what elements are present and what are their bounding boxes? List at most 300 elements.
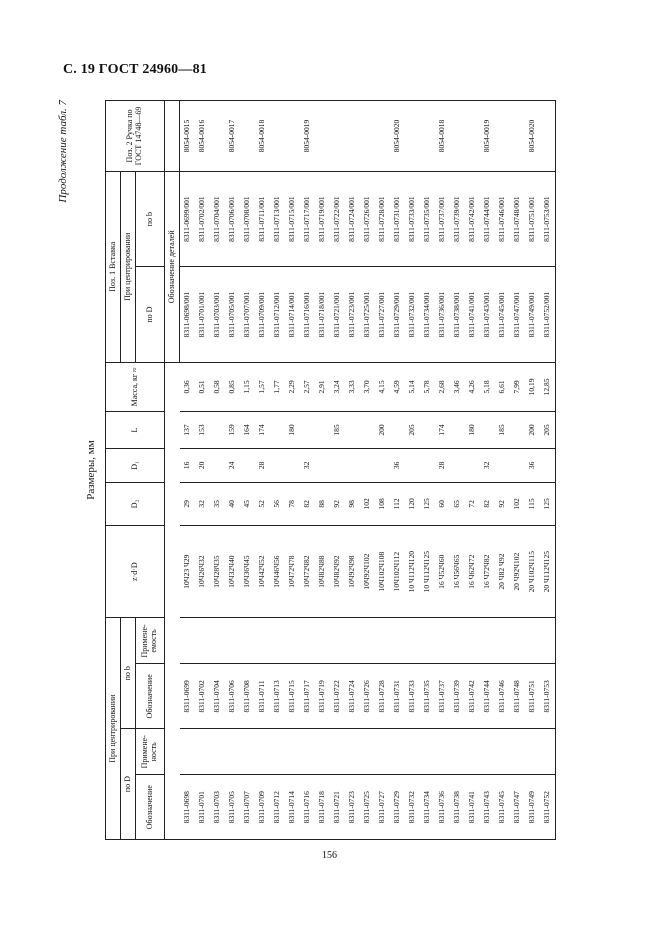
cell-insert-by-d: 8311-0698/001 xyxy=(180,267,196,362)
cell-designation-d: 8311-0741 xyxy=(465,775,480,840)
cell-d2: 56 xyxy=(270,482,285,525)
table-row xyxy=(270,101,285,840)
cell-handle xyxy=(285,101,300,172)
cell-designation-b: 8311-0748 xyxy=(510,664,525,729)
cell-d1: 32 xyxy=(480,448,495,482)
cell-applicability-d xyxy=(465,729,480,775)
cell-d1 xyxy=(420,448,435,482)
cell-applicability-d xyxy=(300,729,315,775)
cell-insert-by-b: 8311-0746/001 xyxy=(495,171,510,266)
cell-handle xyxy=(540,101,556,172)
cell-designation-b: 8311-0735 xyxy=(420,664,435,729)
cell-mass: 2,29 xyxy=(285,362,300,411)
table-row xyxy=(225,101,240,840)
cell-designation-d: 8311-0723 xyxy=(345,775,360,840)
table-row xyxy=(180,101,196,840)
cell-zdd: 10Ч102Ч112 xyxy=(390,525,405,617)
cell-d1 xyxy=(270,448,285,482)
page-number: 156 xyxy=(322,850,337,861)
cell-d2: 112 xyxy=(390,482,405,525)
cell-mass: 10,19 xyxy=(525,362,540,411)
cell-insert-by-d: 8311-0701/001 xyxy=(195,267,210,362)
handle-header: Поз. 2 Ручка по ГОСТ 14748—69 xyxy=(106,101,165,172)
cell-applicability-b xyxy=(240,618,255,664)
cell-insert-by-d: 8311-0729/001 xyxy=(390,267,405,362)
cell-zdd: 16 Ч52Ч60 xyxy=(435,525,450,617)
cell-insert-by-d: 8311-0743/001 xyxy=(480,267,495,362)
cell-handle xyxy=(405,101,420,172)
cell-d2: 98 xyxy=(345,482,360,525)
cell-applicability-d xyxy=(270,729,285,775)
dimensions-caption: Размеры, мм xyxy=(85,440,97,500)
cell-designation-b: 8311-0722 xyxy=(330,664,345,729)
cell-zdd: 16 Ч72Ч82 xyxy=(480,525,495,617)
cell-insert-by-b: 8311-0719/001 xyxy=(315,171,330,266)
cell-designation-b: 8311-0699 xyxy=(180,664,196,729)
table-row xyxy=(315,101,330,840)
cell-mass: 5,18 xyxy=(480,362,495,411)
cell-d1 xyxy=(510,448,525,482)
centering-header: При центрировании xyxy=(106,618,121,840)
cell-d1: 36 xyxy=(390,448,405,482)
table-row xyxy=(255,101,270,840)
cell-l: 205 xyxy=(540,412,556,449)
cell-l: 164 xyxy=(240,412,255,449)
col-header-l: L xyxy=(106,412,165,449)
cell-zdd: 10Ч36Ч45 xyxy=(240,525,255,617)
cell-d2: 125 xyxy=(540,482,556,525)
cell-applicability-b xyxy=(225,618,240,664)
cell-handle: 8054-0018 xyxy=(255,101,270,172)
cell-d1 xyxy=(375,448,390,482)
cell-d2: 120 xyxy=(405,482,420,525)
cell-insert-by-d: 8311-0741/001 xyxy=(465,267,480,362)
cell-insert-by-b: 8311-0737/001 xyxy=(435,171,450,266)
cell-insert-by-d: 8311-0707/001 xyxy=(240,267,255,362)
cell-designation-d: 8311-0709 xyxy=(255,775,270,840)
cell-applicability-b xyxy=(360,618,375,664)
cell-d2: 82 xyxy=(300,482,315,525)
cell-handle xyxy=(345,101,360,172)
cell-l xyxy=(210,412,225,449)
cell-designation-d: 8311-0716 xyxy=(300,775,315,840)
table-body xyxy=(180,101,556,840)
cell-l xyxy=(510,412,525,449)
cell-designation-b: 8311-0744 xyxy=(480,664,495,729)
cell-insert-by-d: 8311-0703/001 xyxy=(210,267,225,362)
cell-d2: 88 xyxy=(315,482,330,525)
cell-applicability-b xyxy=(480,618,495,664)
cell-applicability-d xyxy=(195,729,210,775)
cell-designation-d: 8311-0747 xyxy=(510,775,525,840)
cell-applicability-d xyxy=(255,729,270,775)
cell-d1 xyxy=(315,448,330,482)
cell-d2: 102 xyxy=(360,482,375,525)
cell-insert-by-b: 8311-0699/001 xyxy=(180,171,196,266)
table-row xyxy=(360,101,375,840)
cell-applicability-b xyxy=(255,618,270,664)
cell-handle: 8054-0018 xyxy=(435,101,450,172)
cell-d2: 72 xyxy=(465,482,480,525)
cell-applicability-b xyxy=(375,618,390,664)
cell-d2: 32 xyxy=(195,482,210,525)
cell-mass: 2,57 xyxy=(300,362,315,411)
cell-d1 xyxy=(465,448,480,482)
cell-designation-d: 8311-0745 xyxy=(495,775,510,840)
header-spacer-right xyxy=(165,101,180,172)
cell-designation-b: 8311-0702 xyxy=(195,664,210,729)
cell-zdd: 20 Ч112Ч125 xyxy=(540,525,556,617)
cell-insert-by-b: 8311-0739/001 xyxy=(450,171,465,266)
cell-d2: 40 xyxy=(225,482,240,525)
cell-designation-d: 8311-0714 xyxy=(285,775,300,840)
cell-mass: 4,15 xyxy=(375,362,390,411)
cell-mass: 1,15 xyxy=(240,362,255,411)
cell-insert-by-b: 8311-0751/001 xyxy=(525,171,540,266)
cell-d1: 16 xyxy=(180,448,196,482)
cell-applicability-b xyxy=(180,618,196,664)
cell-d1 xyxy=(450,448,465,482)
cell-applicability-b xyxy=(420,618,435,664)
cell-d1: 28 xyxy=(255,448,270,482)
cell-designation-d: 8311-0736 xyxy=(435,775,450,840)
cell-l xyxy=(420,412,435,449)
header-spacer xyxy=(165,362,180,839)
cell-insert-by-d: 8311-0716/001 xyxy=(300,267,315,362)
table-row xyxy=(390,101,405,840)
table-row xyxy=(420,101,435,840)
cell-mass: 0,51 xyxy=(195,362,210,411)
cell-handle xyxy=(315,101,330,172)
cell-designation-d: 8311-0725 xyxy=(360,775,375,840)
cell-insert-by-b: 8311-0711/001 xyxy=(255,171,270,266)
cell-applicability-b xyxy=(390,618,405,664)
cell-mass: 3,33 xyxy=(345,362,360,411)
table-row xyxy=(435,101,450,840)
cell-designation-d: 8311-0721 xyxy=(330,775,345,840)
cell-designation-b: 8311-0708 xyxy=(240,664,255,729)
cell-l: 137 xyxy=(180,412,196,449)
cell-applicability-b xyxy=(495,618,510,664)
cell-designation-b: 8311-0706 xyxy=(225,664,240,729)
cell-applicability-d xyxy=(180,729,196,775)
cell-insert-by-d: 8311-0709/001 xyxy=(255,267,270,362)
cell-handle xyxy=(495,101,510,172)
cell-insert-by-d: 8311-0725/001 xyxy=(360,267,375,362)
cell-mass: 3,46 xyxy=(450,362,465,411)
cell-mass: 4,59 xyxy=(390,362,405,411)
cell-designation-b: 8311-0742 xyxy=(465,664,480,729)
cell-d2: 125 xyxy=(420,482,435,525)
cell-mass: 6,61 xyxy=(495,362,510,411)
cell-insert-by-d: 8311-0749/001 xyxy=(525,267,540,362)
cell-d1 xyxy=(360,448,375,482)
insert-header: Поз. 1 Вставка xyxy=(106,171,121,362)
cell-insert-by-b: 8311-0715/001 xyxy=(285,171,300,266)
cell-applicability-d xyxy=(345,729,360,775)
cell-d2: 60 xyxy=(435,482,450,525)
cell-zdd: 10Ч92Ч102 xyxy=(360,525,375,617)
cell-mass: 1,77 xyxy=(270,362,285,411)
cell-l: 180 xyxy=(465,412,480,449)
rotated-table-area xyxy=(55,100,635,840)
cell-zdd: 10Ч42Ч52 xyxy=(255,525,270,617)
cell-applicability-b xyxy=(195,618,210,664)
cell-insert-by-d: 8311-0736/001 xyxy=(435,267,450,362)
cell-d2: 102 xyxy=(510,482,525,525)
table-row xyxy=(465,101,480,840)
cell-applicability-d xyxy=(210,729,225,775)
cell-insert-by-b: 8311-0722/001 xyxy=(330,171,345,266)
cell-applicability-b xyxy=(405,618,420,664)
cell-insert-by-b: 8311-0724/001 xyxy=(345,171,360,266)
cell-applicability-b xyxy=(510,618,525,664)
cell-d2: 35 xyxy=(210,482,225,525)
col-header-b-designation: Обозначение xyxy=(136,664,165,729)
cell-designation-b: 8311-0728 xyxy=(375,664,390,729)
cell-applicability-d xyxy=(240,729,255,775)
cell-insert-by-b: 8311-0726/001 xyxy=(360,171,375,266)
cell-mass: 0,85 xyxy=(225,362,240,411)
cell-l xyxy=(390,412,405,449)
cell-insert-by-d: 8311-0738/001 xyxy=(450,267,465,362)
cell-designation-d: 8311-0698 xyxy=(180,775,196,840)
cell-handle: 8054-0020 xyxy=(525,101,540,172)
cell-designation-b: 8311-0704 xyxy=(210,664,225,729)
cell-zdd: 10Ч72Ч82 xyxy=(300,525,315,617)
cell-zdd: 10Ч92Ч98 xyxy=(345,525,360,617)
cell-applicability-b xyxy=(210,618,225,664)
insert-centering-header: При центрировании xyxy=(121,171,136,362)
col-header-zdd: z·d·D xyxy=(106,525,165,617)
cell-designation-b: 8311-0713 xyxy=(270,664,285,729)
cell-mass: 3,24 xyxy=(330,362,345,411)
cell-applicability-b xyxy=(540,618,556,664)
cell-d1 xyxy=(495,448,510,482)
cell-d1: 32 xyxy=(300,448,315,482)
cell-handle xyxy=(450,101,465,172)
insert-by-b-header: по b xyxy=(136,171,165,266)
cell-l xyxy=(450,412,465,449)
col-header-applicability: Примене-ность xyxy=(136,729,165,775)
cell-l xyxy=(345,412,360,449)
cell-d1: 28 xyxy=(435,448,450,482)
cell-zdd: 10Ч28Ч35 xyxy=(210,525,225,617)
cell-mass: 1,57 xyxy=(255,362,270,411)
cell-l: 185 xyxy=(330,412,345,449)
cell-insert-by-b: 8311-0704/001 xyxy=(210,171,225,266)
cell-designation-b: 8311-0717 xyxy=(300,664,315,729)
cell-designation-d: 8311-0718 xyxy=(315,775,330,840)
cell-l: 174 xyxy=(435,412,450,449)
cell-designation-d: 8311-0743 xyxy=(480,775,495,840)
cell-applicability-b xyxy=(315,618,330,664)
cell-designation-d: 8311-0752 xyxy=(540,775,556,840)
cell-l: 174 xyxy=(255,412,270,449)
cell-insert-by-d: 8311-0718/001 xyxy=(315,267,330,362)
cell-handle: 8054-0017 xyxy=(225,101,240,172)
cell-mass: 3,70 xyxy=(360,362,375,411)
cell-zdd: 10Ч23 Ч29 xyxy=(180,525,196,617)
cell-insert-by-b: 8311-0717/001 xyxy=(300,171,315,266)
cell-d2: 65 xyxy=(450,482,465,525)
cell-l: 180 xyxy=(285,412,300,449)
cell-designation-b: 8311-0733 xyxy=(405,664,420,729)
cell-handle xyxy=(510,101,525,172)
insert-by-d-header: по D xyxy=(136,267,165,362)
cell-applicability-b xyxy=(285,618,300,664)
cell-l: 205 xyxy=(405,412,420,449)
cell-zdd: 10 Ч112Ч120 xyxy=(405,525,420,617)
cell-insert-by-d: 8311-0723/001 xyxy=(345,267,360,362)
cell-applicability-b xyxy=(270,618,285,664)
cell-applicability-b xyxy=(525,618,540,664)
cell-handle xyxy=(375,101,390,172)
cell-zdd: 16 Ч56Ч65 xyxy=(450,525,465,617)
table-row xyxy=(495,101,510,840)
cell-zdd: 10Ч32Ч40 xyxy=(225,525,240,617)
cell-insert-by-b: 8311-0733/001 xyxy=(405,171,420,266)
cell-insert-by-b: 8311-0706/001 xyxy=(225,171,240,266)
cell-insert-by-d: 8311-0752/001 xyxy=(540,267,556,362)
cell-designation-d: 8311-0729 xyxy=(390,775,405,840)
cell-designation-d: 8311-0707 xyxy=(240,775,255,840)
cell-zdd: 20 Ч102Ч115 xyxy=(525,525,540,617)
cell-applicability-d xyxy=(285,729,300,775)
cell-applicability-d xyxy=(495,729,510,775)
cell-designation-b: 8311-0715 xyxy=(285,664,300,729)
col-header-designation: Обозначение xyxy=(136,775,165,840)
page-header: С. 19 ГОСТ 24960—81 xyxy=(63,62,207,77)
cell-insert-by-b: 8311-0735/001 xyxy=(420,171,435,266)
cell-mass: 12,85 xyxy=(540,362,556,411)
cell-d1 xyxy=(240,448,255,482)
cell-insert-by-b: 8311-0713/001 xyxy=(270,171,285,266)
cell-l: 185 xyxy=(495,412,510,449)
cell-designation-d: 8311-0701 xyxy=(195,775,210,840)
by-d-header: по D xyxy=(121,729,136,840)
cell-insert-by-d: 8311-0747/001 xyxy=(510,267,525,362)
cell-zdd: 20 Ч82 Ч92 xyxy=(495,525,510,617)
cell-designation-d: 8311-0734 xyxy=(420,775,435,840)
cell-applicability-d xyxy=(225,729,240,775)
cell-mass: 0,36 xyxy=(180,362,196,411)
cell-insert-by-b: 8311-0753/001 xyxy=(540,171,556,266)
cell-designation-b: 8311-0726 xyxy=(360,664,375,729)
cell-d1: 24 xyxy=(225,448,240,482)
cell-handle xyxy=(420,101,435,172)
cell-designation-d: 8311-0703 xyxy=(210,775,225,840)
cell-insert-by-b: 8311-0748/001 xyxy=(510,171,525,266)
rotated-content xyxy=(55,100,635,840)
cell-insert-by-d: 8311-0745/001 xyxy=(495,267,510,362)
cell-d1 xyxy=(330,448,345,482)
cell-mass: 5,14 xyxy=(405,362,420,411)
cell-l: 200 xyxy=(525,412,540,449)
cell-applicability-d xyxy=(525,729,540,775)
cell-l: 153 xyxy=(195,412,210,449)
col-header-d2: D₂ xyxy=(106,482,165,525)
col-header-b-applicability: Примене-емость xyxy=(136,618,165,664)
cell-d2: 82 xyxy=(480,482,495,525)
cell-insert-by-b: 8311-0731/001 xyxy=(390,171,405,266)
cell-handle xyxy=(240,101,255,172)
cell-applicability-d xyxy=(540,729,556,775)
cell-l xyxy=(480,412,495,449)
cell-insert-by-d: 8311-0721/001 xyxy=(330,267,345,362)
cell-d1: 20 xyxy=(195,448,210,482)
detail-designation-header: Обозначение деталей xyxy=(165,171,180,362)
cell-designation-b: 8311-0746 xyxy=(495,664,510,729)
cell-zdd: 16 Ч62Ч72 xyxy=(465,525,480,617)
cell-d1 xyxy=(345,448,360,482)
cell-applicability-b xyxy=(435,618,450,664)
table-row xyxy=(240,101,255,840)
cell-d1 xyxy=(405,448,420,482)
cell-designation-b: 8311-0751 xyxy=(525,664,540,729)
cell-handle: 8054-0015 xyxy=(180,101,196,172)
cell-designation-d: 8311-0712 xyxy=(270,775,285,840)
cell-mass: 0,58 xyxy=(210,362,225,411)
cell-d1 xyxy=(285,448,300,482)
table-head xyxy=(106,101,180,840)
cell-d2: 115 xyxy=(525,482,540,525)
cell-zdd: 10Ч82Ч88 xyxy=(315,525,330,617)
cell-l xyxy=(360,412,375,449)
cell-zdd: 10Ч46Ч56 xyxy=(270,525,285,617)
cell-handle: 8054-0019 xyxy=(480,101,495,172)
cell-mass: 5,78 xyxy=(420,362,435,411)
table-row xyxy=(525,101,540,840)
cell-designation-b: 8311-0724 xyxy=(345,664,360,729)
cell-designation-b: 8311-0737 xyxy=(435,664,450,729)
cell-zdd: 10Ч72Ч78 xyxy=(285,525,300,617)
cell-l xyxy=(315,412,330,449)
cell-d2: 92 xyxy=(495,482,510,525)
col-header-mass: Масса, кг ≈ xyxy=(106,362,165,411)
cell-handle xyxy=(210,101,225,172)
table-continuation-caption: Продолжение табл. 7 xyxy=(57,100,69,203)
cell-insert-by-d: 8311-0712/001 xyxy=(270,267,285,362)
cell-d2: 78 xyxy=(285,482,300,525)
cell-mass: 2,68 xyxy=(435,362,450,411)
cell-designation-b: 8311-0731 xyxy=(390,664,405,729)
table-row xyxy=(330,101,345,840)
table-row xyxy=(405,101,420,840)
cell-d1: 36 xyxy=(525,448,540,482)
cell-insert-by-d: 8311-0714/001 xyxy=(285,267,300,362)
cell-handle: 8054-0019 xyxy=(300,101,315,172)
cell-insert-by-b: 8311-0742/001 xyxy=(465,171,480,266)
table-row xyxy=(375,101,390,840)
cell-applicability-b xyxy=(450,618,465,664)
table-row xyxy=(450,101,465,840)
table-row xyxy=(285,101,300,840)
spec-table xyxy=(105,100,556,840)
cell-d2: 52 xyxy=(255,482,270,525)
cell-handle xyxy=(270,101,285,172)
cell-applicability-d xyxy=(450,729,465,775)
table-row xyxy=(195,101,210,840)
cell-mass: 4,26 xyxy=(465,362,480,411)
cell-applicability-d xyxy=(510,729,525,775)
cell-zdd: 10Ч82Ч92 xyxy=(330,525,345,617)
cell-applicability-d xyxy=(360,729,375,775)
cell-zdd: 10Ч26Ч32 xyxy=(195,525,210,617)
cell-l: 159 xyxy=(225,412,240,449)
cell-d2: 29 xyxy=(180,482,196,525)
cell-d1 xyxy=(210,448,225,482)
